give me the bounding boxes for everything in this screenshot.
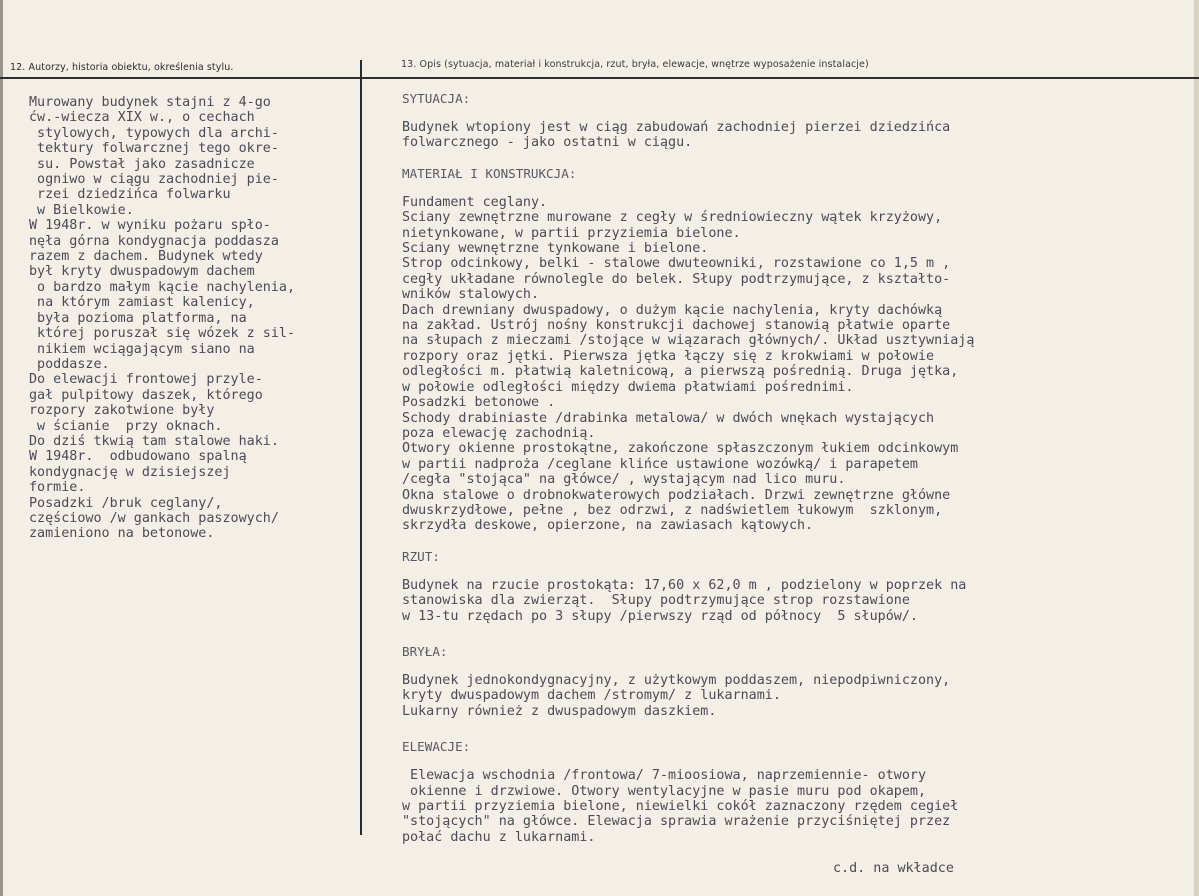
history-line: razem z dachem. Budynek wtedy xyxy=(29,249,263,265)
section-line: Lukarny również z dwuspadowym daszkiem. xyxy=(402,703,717,719)
header-rule xyxy=(0,77,1199,79)
section-line: Posadzki betonowe . xyxy=(402,395,556,411)
history-line: Posadzki /bruk ceglany/, xyxy=(29,495,223,511)
history-line: w ścianie przy oknach. xyxy=(29,418,223,434)
column-divider xyxy=(360,60,362,835)
history-line: kondygnację w dzisiejszej xyxy=(29,464,231,480)
section-line: w partii przyziemia bielone, niewielki cokół zaznaczony rzędem cegieł xyxy=(402,799,959,814)
history-line: su. Powstał jako zasadnicze xyxy=(29,156,255,172)
section-line: Sciany zewnętrzne murowane z cegły w średniowieczny wątek krzyżowy, xyxy=(402,210,943,226)
section-line: połać dachu z lukarnami. xyxy=(402,829,596,845)
history-text xyxy=(29,95,295,542)
section-line: cegły układane równolegle do belek. Słupy podtrzymujące, z kształto- xyxy=(402,271,951,287)
history-line: W 1948r. odbudowano spalną xyxy=(29,449,247,465)
history-line: Do elewacji frontowej przyle- xyxy=(29,372,263,388)
history-line: na którym zamiast kalenicy, xyxy=(29,295,255,311)
history-line: była pozioma platforma, na xyxy=(29,310,247,326)
continuation-note: c.d. na wkładce xyxy=(833,861,954,876)
section-line: na słupach z mieczami /stojące w wiązarach głównych/. Układ usztywniają xyxy=(402,333,975,349)
page-right-edge xyxy=(1194,0,1199,896)
section-line: Budynek jednokondygnacyjny, z użytkowym poddaszem, niepodpiwniczony, xyxy=(402,672,951,688)
history-line: częściowo /w gankach paszowych/ xyxy=(29,510,279,526)
section-line: Dach drewniany dwuspadowy, o dużym kącie nachylenia, kryty dachówką xyxy=(402,302,943,318)
section-heading: RZUT: xyxy=(402,548,440,564)
left-column-header: 12. Autorzy, historia obiektu, określenia stylu. xyxy=(10,62,234,73)
section-line: rozpory oraz jętki. Pierwsza jętka łączy się z krokwiami w połowie xyxy=(402,348,935,364)
section-body xyxy=(402,195,974,534)
history-line: Do dziś tkwią tam stalowe haki. xyxy=(29,433,279,449)
history-line: był kryty dwuspadowym dachem xyxy=(29,264,255,280)
history-line: tektury folwarcznej tego okre- xyxy=(29,141,279,157)
section-line: Otwory okienne prostokątne, zakończone spłaszczonym łukiem odcinkowym xyxy=(402,441,959,457)
history-line: zamieniono na betonowe. xyxy=(29,526,215,542)
history-line: której poruszał się wózek z sil- xyxy=(29,326,296,342)
section-line: stanowiska dla zwierząt. Słupy podtrzymujące strop rozstawione xyxy=(402,593,910,609)
section-heading: BRYŁA: xyxy=(402,643,448,659)
section-line: "stojących" na główce. Elewacja sprawia wrażenie przyciśniętej przez xyxy=(402,814,951,830)
section-line: nietynkowane, w partii przyziemia bielone. xyxy=(402,225,741,241)
section-body xyxy=(402,768,974,845)
section-body xyxy=(402,673,974,719)
section-line: Okna stalowe o drobnokwaterowych podziałach. Drzwi zewnętrzne główne xyxy=(402,487,951,503)
section-body xyxy=(402,120,974,151)
section-line: poza elewację zachodnią. xyxy=(402,425,596,441)
section-line: Strop odcinkowy, belki - stalowe dwuteowniki, rozstawione co 1,5 m , xyxy=(402,256,951,272)
section-line: folwarcznego - jako ostatni w ciągu. xyxy=(402,135,693,151)
history-line: o bardzo małym kącie nachylenia, xyxy=(29,279,296,295)
right-column-header: 13. Opis (sytuacja, materiał i konstrukcja, rzut, bryła, elewacje, wnętrze wyposażenie instalacje) xyxy=(401,59,869,70)
history-line: Murowany budynek stajni z 4-go xyxy=(29,95,271,110)
history-line: rozpory zakotwione były xyxy=(29,403,215,419)
page-left-edge xyxy=(0,0,3,896)
history-line: ogniwo w ciągu zachodniej pie- xyxy=(29,172,279,188)
section-line: wników stalowych. xyxy=(402,287,540,303)
section-line: w 13-tu rzędach po 3 słupy /pierwszy rząd od północy 5 słupów/. xyxy=(402,608,918,624)
section-line: w partii nadproża /ceglane klińce ustawione wozówką/ i parapetem xyxy=(402,456,918,472)
section-line: Fundament ceglany. xyxy=(402,194,548,210)
history-line: poddasze. xyxy=(29,356,110,372)
section-line: Elewacja wschodnia /frontowa/ 7-mioosiowa, naprzemiennie- otwory xyxy=(402,768,927,784)
history-line: rzei dziedzińca folwarku xyxy=(29,187,231,203)
section-line: okienne i drzwiowe. Otwory wentylacyjne w pasie muru pod okapem, xyxy=(402,783,927,799)
history-line: gał pulpitowy daszek, którego xyxy=(29,387,263,403)
section-heading: SYTUACJA: xyxy=(402,91,471,106)
section-line: dwuskrzydłowe, pełne , bez odrzwi, z nadświetlem łukowym szklonym, xyxy=(402,502,943,518)
history-line: nikiem wciągającym siano na xyxy=(29,341,255,357)
history-line: w Bielkowie. xyxy=(29,202,134,218)
history-line: W 1948r. w wyniku pożaru spło- xyxy=(29,218,271,234)
description-text xyxy=(402,91,974,845)
section-line: w połowie odległości między dwiema płatwiami pośrednimi. xyxy=(402,379,854,395)
section-line: Budynek wtopiony jest w ciąg zabudowań zachodniej pierzei dziedzińca xyxy=(402,120,951,135)
section-heading: MATERIAŁ I KONSTRUKCJA: xyxy=(402,165,577,181)
section-line: kryty dwuspadowym dachem /stromym/ z lukarnami. xyxy=(402,688,781,704)
history-line: ćw.-wiecza XIX w., o cechach xyxy=(29,110,255,126)
section-line: Budynek na rzucie prostokąta: 17,60 x 62,0 m , podzielony w poprzek na xyxy=(402,577,967,593)
history-line: stylowych, typowych dla archi- xyxy=(29,125,279,141)
section-line: na zakład. Ustrój nośny konstrukcji dachowej stanowią płatwie oparte xyxy=(402,318,951,334)
history-line: formie. xyxy=(29,480,86,496)
history-line: nęła górna kondygnacja poddasza xyxy=(29,233,279,249)
section-heading: ELEWACJE: xyxy=(402,739,471,755)
section-line: /cegła "stojąca" na główce/ , wystającym nad lico muru. xyxy=(402,472,846,488)
section-line: Sciany wewnętrzne tynkowane i bielone. xyxy=(402,241,709,257)
section-body xyxy=(402,578,974,624)
section-line: skrzydła deskowe, opierzone, na zawiasach kątowych. xyxy=(402,518,814,534)
section-line: Schody drabiniaste /drabinka metalowa/ w dwóch wnękach wystających xyxy=(402,410,935,426)
section-line: odległości m. płatwią kaletnicową, a pierwszą pośrednią. Druga jętka, xyxy=(402,364,959,380)
